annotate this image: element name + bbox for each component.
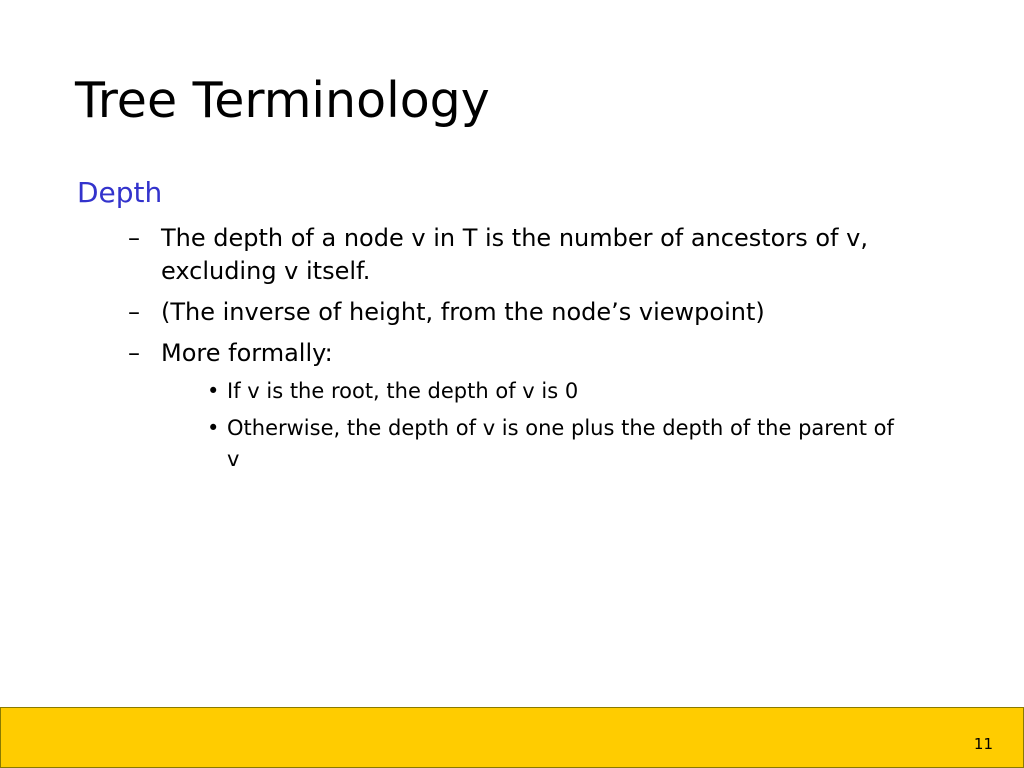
bullet-icon: • <box>207 416 220 440</box>
section-heading: Depth <box>77 176 163 209</box>
dash-bullet: – <box>128 224 140 252</box>
list-item <box>205 376 907 407</box>
point-text: More formally: <box>161 339 333 367</box>
list-item <box>205 413 907 475</box>
list-item <box>77 337 937 475</box>
slide-title: Tree Terminology <box>75 72 490 129</box>
dash-bullet: – <box>128 339 140 367</box>
subpoint-list <box>161 376 937 475</box>
footer-bar <box>0 707 1024 768</box>
dash-bullet: – <box>128 298 140 326</box>
point-text: (The inverse of height, from the node’s viewpoint) <box>161 298 765 326</box>
subpoint-text: Otherwise, the depth of v is one plus the depth of the parent of v <box>227 416 894 471</box>
point-text: The depth of a node v in T is the number of ancestors of v, excluding v itself. <box>161 224 868 285</box>
list-item <box>77 296 937 329</box>
bullet-icon: • <box>207 379 220 403</box>
point-list <box>77 222 937 475</box>
slide-content <box>77 172 937 483</box>
subpoint-text: If v is the root, the depth of v is 0 <box>227 379 579 403</box>
page-number: 11 <box>973 735 993 753</box>
list-item <box>77 222 937 288</box>
